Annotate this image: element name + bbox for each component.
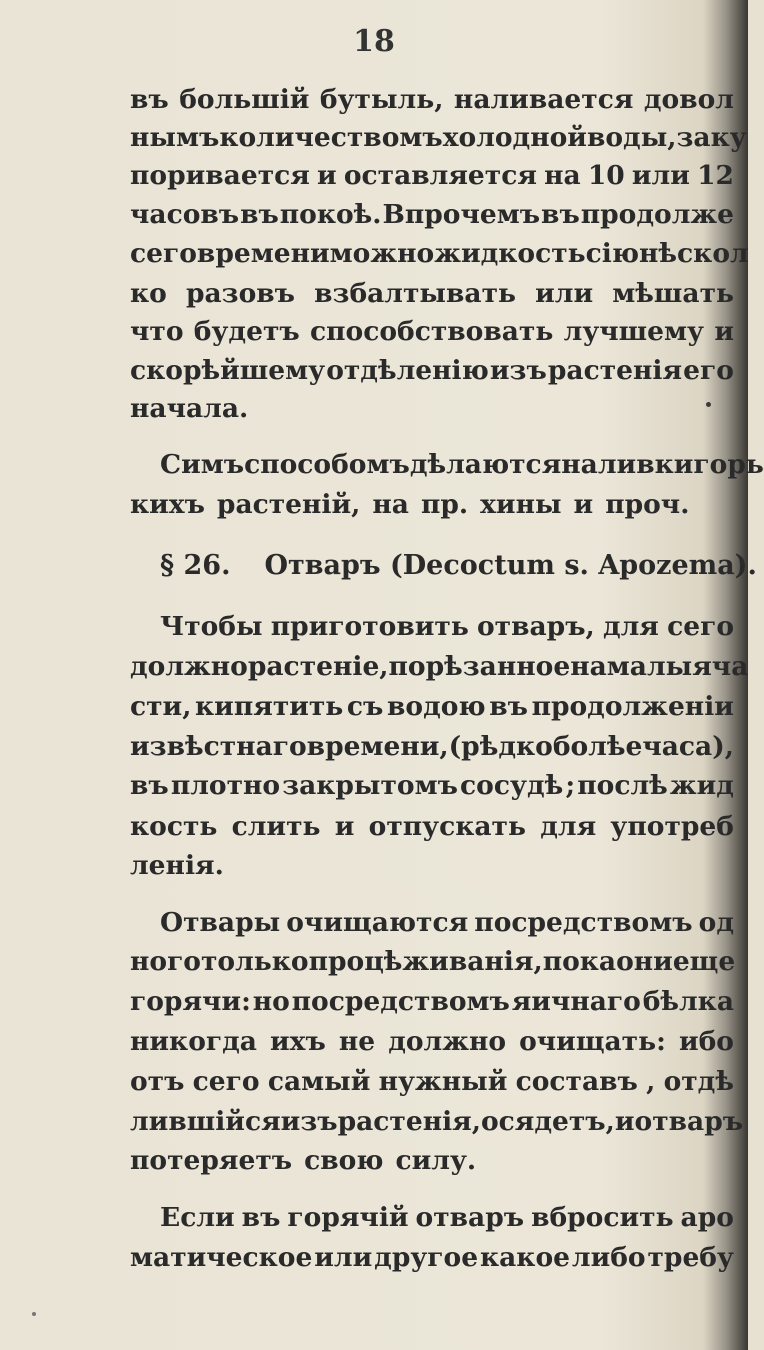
word: часа),	[642, 731, 734, 762]
word: еще	[672, 946, 736, 977]
word: никогда	[130, 1026, 257, 1057]
word: ибо	[678, 1026, 734, 1057]
word: вбросить	[531, 1202, 674, 1233]
word: (рѣдко	[448, 731, 553, 762]
word: жидкость	[434, 238, 586, 269]
word: довол	[643, 84, 734, 115]
text-line	[130, 158, 734, 196]
word: не	[338, 1026, 376, 1057]
word: отъ	[130, 1066, 185, 1097]
word: жид	[669, 770, 734, 801]
word: мѣшать	[612, 278, 734, 309]
word: кость	[130, 811, 218, 842]
word: составъ	[515, 1066, 638, 1097]
word: или	[631, 160, 690, 191]
word: количествомъ	[219, 122, 443, 153]
word: очищаются	[286, 907, 469, 938]
word: сію	[585, 238, 640, 269]
word: лившійся	[130, 1106, 281, 1137]
word: закрытомъ	[282, 770, 458, 801]
word: бутыль,	[319, 84, 444, 115]
word: но	[252, 986, 290, 1017]
word: воды,	[586, 122, 677, 153]
word: или	[314, 1242, 373, 1273]
word: сего	[192, 1066, 260, 1097]
text-line	[130, 487, 734, 525]
word: часовъ	[130, 199, 240, 230]
word: отваръ	[415, 1202, 525, 1233]
word: самый	[267, 1066, 371, 1097]
word: и	[614, 1106, 635, 1137]
text-line	[130, 82, 734, 120]
word: пока	[542, 946, 617, 977]
word: можно	[329, 238, 435, 269]
text-line	[130, 1240, 734, 1278]
section-number: § 26.	[160, 550, 231, 581]
word: растенія	[547, 355, 683, 386]
word: другое	[374, 1242, 479, 1273]
word: пр.	[420, 489, 469, 520]
word: должно	[388, 1026, 507, 1057]
word: отдѣленію	[326, 355, 489, 386]
word: способомъ	[244, 449, 410, 480]
word: ихъ	[270, 1026, 326, 1057]
word: или	[535, 278, 594, 309]
word: Чтобы	[160, 611, 263, 642]
word: отдѣ	[663, 1066, 734, 1097]
word: потеряетъ	[130, 1145, 293, 1176]
word: дѣлаются	[409, 449, 562, 480]
word: на	[544, 160, 581, 191]
word: на	[570, 651, 607, 682]
word: большій	[179, 84, 310, 115]
word: растеній,	[216, 489, 361, 520]
word: способствовать	[310, 316, 554, 347]
word: заку	[676, 122, 747, 153]
word: скорѣйшему	[130, 355, 326, 386]
word: времени,	[306, 731, 449, 762]
word: растеніе,	[247, 651, 389, 682]
word: начала.	[130, 393, 249, 424]
word: Симъ	[160, 449, 245, 480]
word: въ	[130, 84, 169, 115]
word: слить	[231, 811, 321, 842]
word: ча	[711, 651, 749, 682]
word: сосудѣ	[460, 770, 564, 801]
word: въ	[130, 770, 169, 801]
word: наливки	[561, 449, 694, 480]
text-line	[130, 689, 734, 727]
word: сти,	[130, 691, 192, 722]
word: изъ	[280, 1106, 338, 1137]
word: нѣскол	[639, 238, 749, 269]
word: наливается	[453, 84, 634, 115]
page-number: 18	[353, 24, 395, 59]
word: ,	[646, 1066, 656, 1097]
word: оставляется	[343, 160, 537, 191]
word: нымъ	[130, 122, 220, 153]
word: 12	[697, 160, 734, 191]
word: Отвары	[160, 907, 281, 938]
text-line	[130, 809, 734, 847]
word: требу	[647, 1242, 734, 1273]
word: холодной	[442, 122, 587, 153]
text-line	[160, 905, 734, 943]
word: отваръ	[634, 1106, 744, 1137]
text-line	[130, 984, 734, 1022]
word: съ	[346, 691, 384, 722]
word: процѣживанія	[308, 946, 534, 977]
word: посредствомъ	[291, 986, 510, 1017]
word: ленія.	[130, 850, 224, 881]
text-line	[130, 391, 734, 429]
word: и	[317, 160, 337, 191]
word: растенія,	[337, 1106, 481, 1137]
word: матическое	[130, 1242, 313, 1273]
word: и	[334, 811, 355, 842]
word: извѣстнаго	[130, 731, 307, 762]
word: на	[372, 489, 409, 520]
word: послѣ	[577, 770, 668, 801]
word: горь	[693, 449, 764, 480]
word: нужный	[378, 1066, 508, 1097]
word: его	[683, 355, 734, 386]
word: продолженіи	[531, 691, 734, 722]
word: ко	[130, 278, 167, 309]
word: поривается	[130, 160, 310, 191]
word: яичнаго	[511, 986, 641, 1017]
word: взбалтывать	[314, 278, 516, 309]
text-line	[130, 276, 734, 314]
word: будетъ	[193, 316, 300, 347]
word: они	[616, 946, 673, 977]
word: въ	[240, 199, 279, 230]
word: и	[714, 316, 734, 347]
word: горячій	[287, 1202, 409, 1233]
text-line	[130, 729, 734, 767]
word: для	[602, 611, 659, 642]
text-line	[160, 609, 734, 647]
word: въ	[241, 1202, 281, 1233]
word: плотно	[170, 770, 281, 801]
word: отваръ,	[477, 611, 595, 642]
text-line	[130, 1104, 744, 1142]
word: болѣе	[552, 731, 643, 762]
word: од	[698, 907, 734, 938]
word: приготовить	[270, 611, 469, 642]
word: посредствомъ	[474, 907, 693, 938]
text-line	[160, 447, 764, 485]
ink-spot	[706, 402, 711, 407]
word: въ	[489, 691, 528, 722]
word: аро	[680, 1202, 734, 1233]
word: ного	[130, 946, 201, 977]
word: осядетъ,	[480, 1106, 615, 1137]
word: какое	[480, 1242, 570, 1273]
word: сего	[667, 611, 734, 642]
section-heading	[160, 548, 757, 586]
word: для	[540, 811, 597, 842]
word: порѣзанное	[388, 651, 571, 682]
ink-spot	[32, 1312, 36, 1316]
text-line	[130, 1143, 734, 1181]
word: времени	[196, 238, 330, 269]
word: разовъ	[185, 278, 295, 309]
word: ,	[533, 946, 543, 977]
word: употреб	[610, 811, 734, 842]
text-line	[130, 649, 749, 687]
word: проч.	[605, 489, 690, 520]
word: сего	[130, 238, 197, 269]
text-line	[130, 120, 747, 158]
text-line	[130, 848, 734, 886]
text-line	[160, 1200, 734, 1238]
word: покоѣ.	[279, 199, 382, 230]
word: либо	[571, 1242, 646, 1273]
word: что	[130, 316, 184, 347]
word: водою	[386, 691, 486, 722]
word: продолже	[580, 199, 734, 230]
word: бѣлка	[642, 986, 734, 1017]
word: Если	[160, 1202, 235, 1233]
word: силу.	[395, 1145, 477, 1176]
text-line	[130, 314, 734, 352]
text-line	[130, 1024, 734, 1062]
word: въ	[541, 199, 580, 230]
section-title: Отваръ (Decoctum s. Apozema).	[264, 550, 757, 581]
word: очищать:	[519, 1026, 666, 1057]
text-line	[130, 944, 734, 982]
text-line	[130, 1064, 734, 1102]
word: Впрочемъ	[382, 199, 541, 230]
text-line	[130, 236, 749, 274]
word: изъ	[489, 355, 547, 386]
text-line	[130, 768, 734, 806]
text-line	[130, 353, 734, 391]
word: ;	[565, 770, 576, 801]
word: свою	[304, 1145, 384, 1176]
word: хины	[480, 489, 562, 520]
word: лучшему	[563, 316, 705, 347]
word: 10	[587, 160, 625, 191]
word: и	[573, 489, 594, 520]
text-line	[130, 197, 734, 235]
word: кихъ	[130, 489, 205, 520]
word: кипятить	[195, 691, 344, 722]
word: должно	[130, 651, 248, 682]
word: только	[201, 946, 309, 977]
word: отпускать	[368, 811, 526, 842]
word: малыя	[606, 651, 712, 682]
word: горячи:	[130, 986, 251, 1017]
